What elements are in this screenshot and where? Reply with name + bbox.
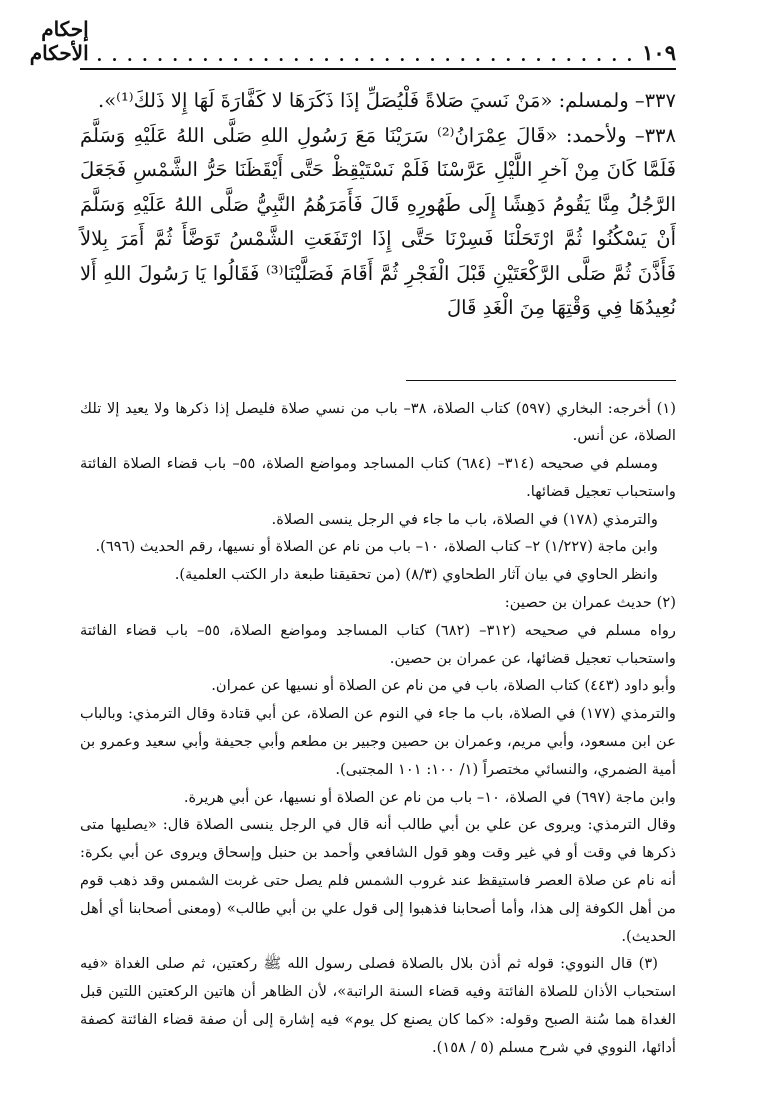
- header-dot-leader: . . . . . . . . . . . . . . . . . . . . . . . . . . . . . . . . . . . .: [96, 46, 635, 65]
- footnote-paragraph: (٣) قال النووي: قوله ثم أذن بلال بالصلاة فصلى رسول الله ﷺ ركعتين، ثم صلى الغداة «فيه استحباب الأذان للصلاة الفائتة وفيه قضاء السنة الراتبة»، لأن الظاهر أن هاتين الركعتين اللتين قبل الغداة هما سُنة الصبح وقوله: «كما كان يصنع كل يوم» فيه إشارة إلى أن صفة قضاء الفائتة كصفة أدائها، النووي في شرح مسلم (٥ / ١٥٨).: [80, 955, 676, 1056]
- footnote-paragraph: وانظر الحاوي في بيان آثار الطحاوي (٨/٣) (من تحقيقنا طبعة دار الكتب العلمية).: [174, 566, 658, 584]
- footnotes: [80, 395, 676, 1062]
- footnote-paragraph: والترمذي (١٧٧) في الصلاة، باب ما جاء في النوم عن الصلاة، عن أبي قتادة وقال الترمذي: وبالباب عن ابن مسعود، وأبي مريم، وعمران بن حصين وجبير بن مطعم وأبي جحيفة وأبي سعيد وعمرو بن أمية الضمري، والنسائي مختصراً (١/ ١٠٠: ١٠١ المجتبى).: [80, 705, 676, 778]
- footnote-paragraph: رواه مسلم في صحيحه (٣١٢– (٦٨٢) كتاب المساجد ومواضع الصلاة، ٥٥– باب قضاء الفائتة واستحباب تعجيل قضائها، عن عمران بن حصين.: [80, 621, 677, 667]
- main-text: [80, 84, 676, 326]
- page-header: [29, 17, 676, 70]
- hadith-338: ٣٣٨– ولأحمد: «قَالَ عِمْرَانُ⁽²⁾ سَرَيْنَا مَعَ رَسُولِ اللهِ صَلَّى اللهُ عَلَيْهِ وَسَلَّمَ فَلَمَّا كَانَ مِنْ آخرِ اللَّيْلِ عَرَّسْنَا فَلَمْ نَسْتَيْقِظْ حَتَّى أَيْقَظَنَا حَرُّ الشَّمْسِ فَجَعَلَ الرَّجُلُ مِنَّا يَقُومُ دَهِشًا إِلَى طَهُورِهِ قَالَ فَأَمَرَهُمُ النَّبِيُّ صَلَّى اللهُ عَلَيْهِ وَسَلَّمَ أَنْ يَسْكُنُوا ثُمَّ ارْتَحَلْنَا فَسِرْنَا حَتَّى إِذَا ارْتَفَعَتِ الشَّمْسُ تَوَضَّأَ ثُمَّ أَمَرَ بِلالاً فَأَذَّنَ ثُمَّ صَلَّى الرَّكْعَتَيْنِ قَبْلَ الْفَجْرِ ثُمَّ أَقَامَ فَصَلَّيْنَا⁽³⁾ فَقَالُوا يَا رَسُولَ اللهِ أَلا نُعِيدُهَا فِي وَقْتِهَا مِنَ الْغَدِ قَالَ: [80, 123, 676, 319]
- footnote-paragraph: وابن ماجة (٦٩٧) في الصلاة، ١٠– باب من نام عن الصلاة أو نسيها، عن أبي هريرة.: [183, 788, 676, 806]
- footnote-paragraph: وأبو داود (٤٤٣) كتاب الصلاة، باب في من نام عن الصلاة أو نسيها عن عمران.: [211, 677, 676, 695]
- footnote-paragraph: (٢) حديث عمران بن حصين:: [504, 594, 676, 612]
- page-number: ١٠٩: [642, 40, 676, 65]
- running-title: إحكام الأحكام: [29, 17, 89, 65]
- footnote-paragraph: والترمذي (١٧٨) في الصلاة، باب ما جاء في الرجل ينسى الصلاة.: [271, 510, 658, 528]
- footnote-paragraph: ومسلم في صحيحه (٣١٤– (٦٨٤) كتاب المساجد ومواضع الصلاة، ٥٥– باب قضاء الصلاة الفائتة واستحباب تعجيل قضائها.: [80, 455, 676, 500]
- footnote-paragraph: وقال الترمذي: ويروى عن علي بن أبي طالب أنه قال في الرجل ينسى الصلاة قال: «يصليها متى ذكرها في وقت أو في غير وقت وهو قول الشافعي وأحمد بن حنبل وإسحاق ويروى عن أبي بكرة: أنه نام عن صلاة العصر فاستيقظ عند غروب الشمس فلم يصل حتى غربت الشمس وقد ذهب قوم من أهل الكوفة إلى هذا، وأما أصحابنا فذهبوا إلى قول علي بن أبي طالب» (ومعنى أصحابنا أي أهل الحديث).: [80, 816, 676, 945]
- hadith-337: ٣٣٧– ولمسلم: «مَنْ نَسيَ صَلاةً فَلْيُصَلِّ إذَا ذَكَرَهَا لا كَفَّارَةَ لَهَا إِلا ذَلكَ⁽¹⁾».: [98, 89, 676, 112]
- footnote-paragraph: (١) أخرجه: البخاري (٥٩٧) كتاب الصلاة، ٣٨– باب من نسي صلاة فليصل إذا ذكرها ولا يعيد إلا تلك الصلاة، عن أنس.: [80, 399, 676, 445]
- footnote-separator: [406, 380, 676, 381]
- footnote-paragraph: وابن ماجة (١/٢٢٧) ٢– كتاب الصلاة، ١٠– باب من نام عن الصلاة أو نسيها، رقم الحديث (٦٩٦).: [95, 538, 658, 556]
